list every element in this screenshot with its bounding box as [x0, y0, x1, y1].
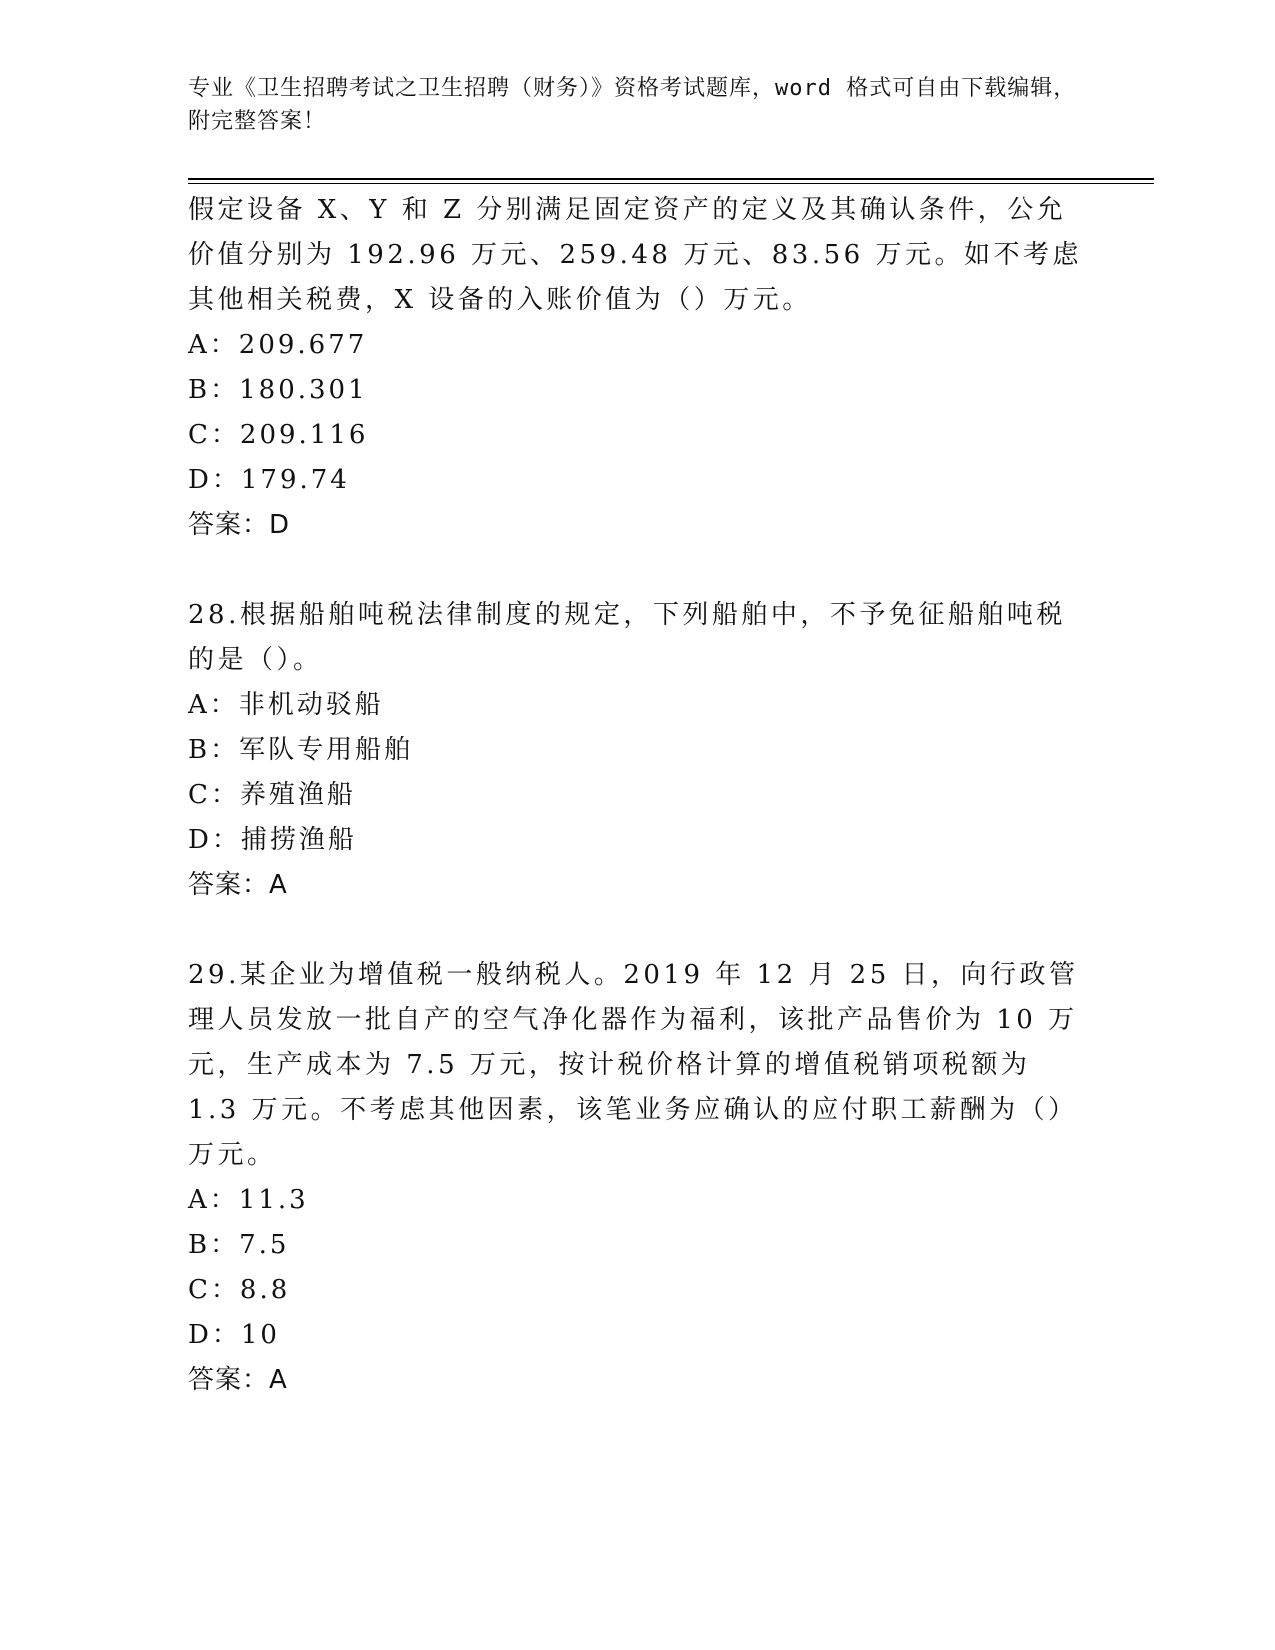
option-a [188, 323, 1088, 368]
option-a [188, 1178, 1088, 1223]
option-value: 11.3 [238, 1185, 309, 1215]
answer-line: 答案：D [188, 510, 291, 540]
option-letter: D： [188, 465, 241, 495]
answer-line: 答案：A [188, 1365, 288, 1395]
option-letter: B： [188, 375, 240, 405]
question-text: 假定设备 X、Y 和 Z 分别满足固定资产的定义及其确认条件，公允价值分别为 192.96 万元、259.48 万元、83.56 万元。如不考虑其他相关税费，X 设备的入账价值为（）万元。 [188, 195, 1082, 315]
option-value: 179.74 [240, 465, 350, 495]
option-c [188, 1268, 1088, 1313]
option-value: 捕捞渔船 [240, 825, 357, 855]
header-divider-thick [188, 178, 1154, 180]
option-d [188, 1313, 1088, 1358]
answer-line: 答案：A [188, 870, 288, 900]
question-item [188, 188, 1088, 548]
option-letter: A： [188, 690, 239, 720]
option-a [188, 683, 1088, 728]
option-value: 8.8 [239, 1275, 291, 1305]
option-letter: B： [188, 735, 240, 765]
question-item [188, 953, 1088, 1403]
option-b [188, 368, 1088, 413]
option-b [188, 728, 1088, 773]
option-c [188, 773, 1088, 818]
question-text: 29.某企业为增值税一般纳税人。2019 年 12 月 25 日，向行政管理人员发放一批自产的空气净化器作为福利，该批产品售价为 10 万元，生产成本为 7.5 万元，按计税价格计算的增值税销项税额为 1.3 万元。不考虑其他因素，该笔业务应确认的应付职工薪酬为（）万元。 [188, 960, 1079, 1170]
option-value: 军队专用船舶 [239, 735, 414, 765]
option-letter: C： [188, 780, 240, 810]
document-header: 专业《卫生招聘考试之卫生招聘（财务）》资格考试题库，word 格式可自由下载编辑，附完整答案！ [188, 76, 1077, 134]
option-value: 10 [240, 1320, 280, 1350]
option-value: 209.677 [238, 330, 368, 360]
option-b [188, 1223, 1088, 1268]
option-d [188, 458, 1088, 503]
option-d [188, 818, 1088, 863]
option-letter: A： [188, 330, 239, 360]
option-letter: D： [188, 825, 241, 855]
spacer [188, 548, 1088, 593]
option-letter: D： [188, 1320, 241, 1350]
option-letter: B： [188, 1230, 240, 1260]
option-value: 非机动驳船 [238, 690, 384, 720]
option-letter: A： [188, 1185, 239, 1215]
option-letter: C： [188, 420, 240, 450]
option-letter: C： [188, 1275, 240, 1305]
question-text: 28.根据船舶吨税法律制度的规定，下列船舶中，不予免征船舶吨税的是（）。 [188, 600, 1066, 675]
option-value: 养殖渔船 [239, 780, 356, 810]
option-value: 7.5 [239, 1230, 290, 1260]
spacer [188, 908, 1088, 953]
option-value: 209.116 [239, 420, 369, 450]
header-divider-thin [188, 183, 1154, 184]
option-value: 180.301 [239, 375, 368, 405]
question-list [188, 188, 1088, 1403]
question-item [188, 593, 1088, 908]
option-c [188, 413, 1088, 458]
